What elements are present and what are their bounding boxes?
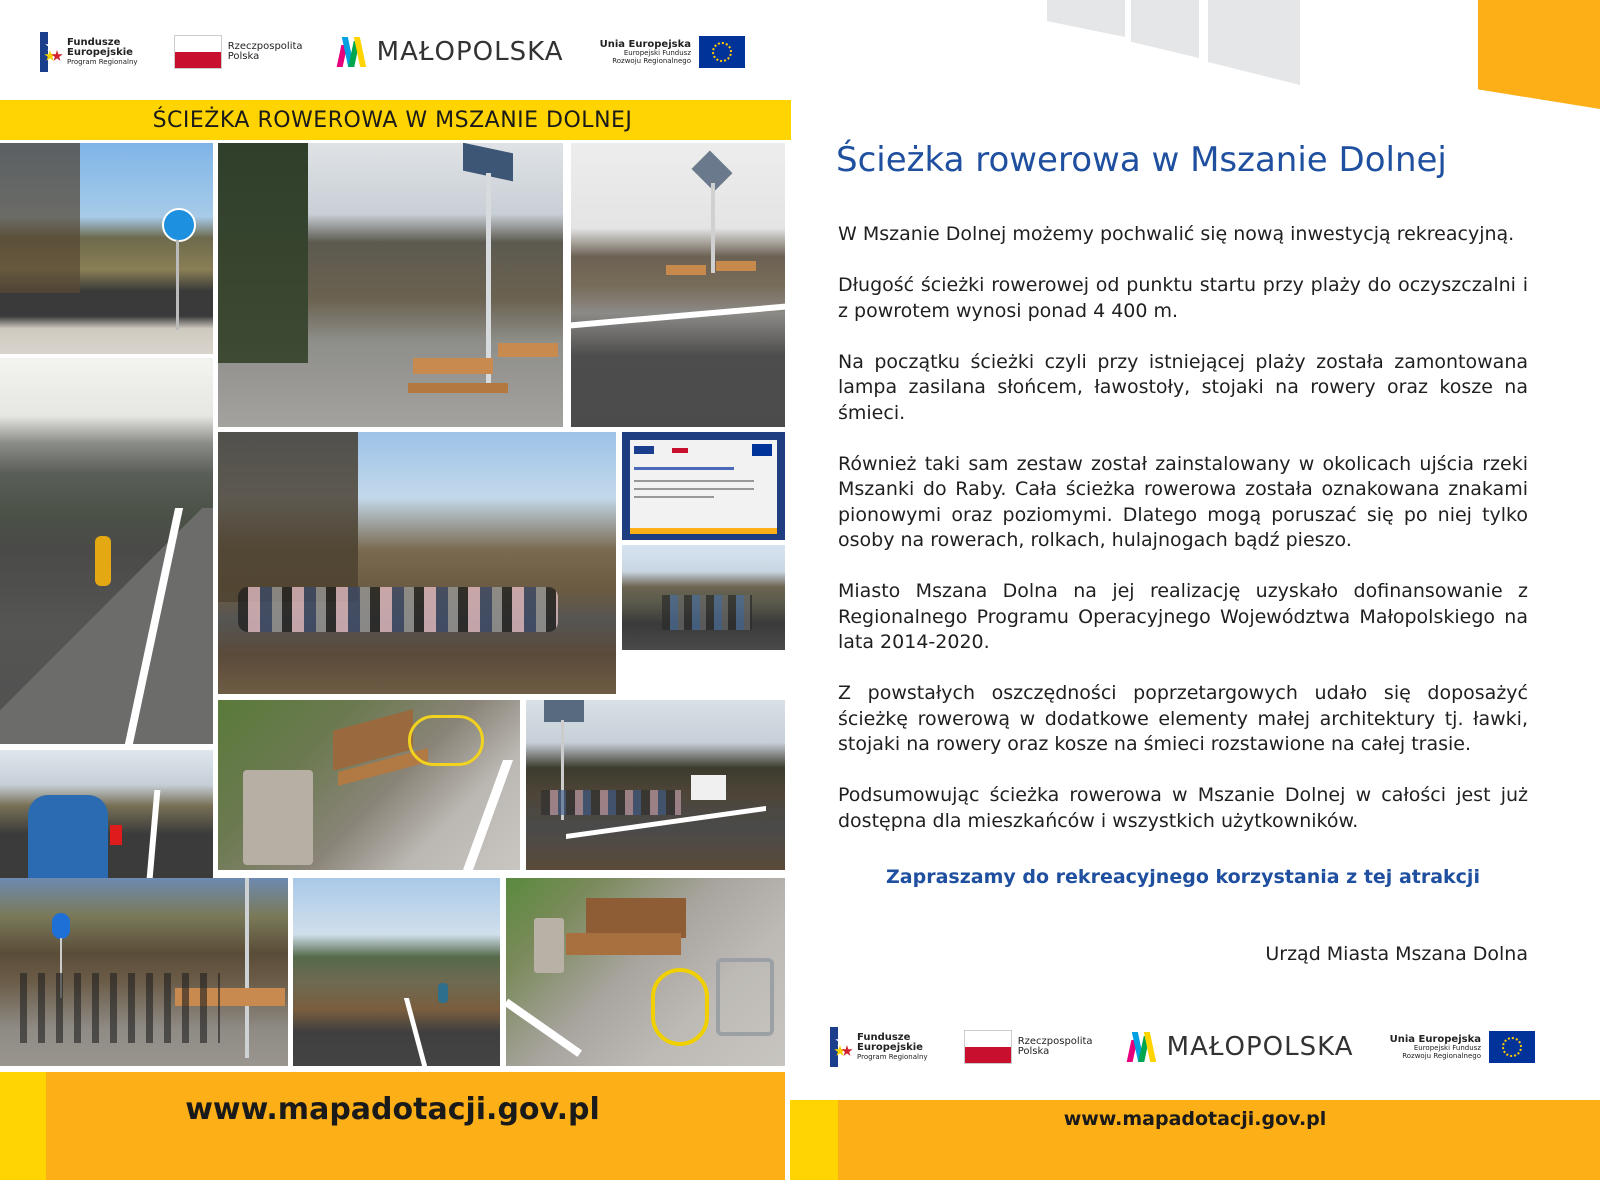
logo-text: Europejski Fundusz <box>623 48 691 57</box>
logo-text: Europejski Fundusz <box>1413 1043 1481 1052</box>
article-paragraph: Z powstałych oszczędności poprzetargowych udało się doposażyć ścieżkę rowerową w dodatkowe elementy małej architektury tj. ławki, stojaki na rowery oraz kosze na śmieci rozstawione na całej trasie. <box>838 682 1528 755</box>
article-paragraph: Miasto Mszana Dolna na jej realizację uzyskało dofinansowanie z Regionalnego Programu Operacyjnego Województwa Małopolskiego na lata 2014-2020. <box>838 580 1528 653</box>
logo-text: Fundusze <box>67 36 121 48</box>
bench <box>333 709 413 770</box>
rzeczpospolita-polska-logo <box>174 35 303 69</box>
malopolska-m-icon <box>1129 1032 1159 1062</box>
article-paragraph: Podsumowując ścieżka rowerowa w Mszanie Dolnej w całości jest już dostępna dla mieszkańców i wszystkich użytkowników. <box>838 784 1528 832</box>
logo-text: Polska <box>1017 1046 1050 1057</box>
photo-cyclists-group <box>218 432 616 694</box>
logos-bar-top-left <box>40 30 745 74</box>
left-title-bar <box>0 100 785 140</box>
photo-bike-sign <box>0 143 213 354</box>
logo-text: Unia Europejska <box>1389 1033 1481 1045</box>
eu-funds-star-icon <box>40 32 62 72</box>
photo-lamp-group-board <box>526 700 785 870</box>
polish-flag-icon <box>174 35 222 69</box>
photo-path-mountain <box>293 878 500 1066</box>
decorative-shape <box>1208 0 1300 85</box>
bench <box>586 898 686 938</box>
bike-sign-icon <box>162 208 196 242</box>
decorative-shape <box>1047 0 1125 37</box>
waste-bin <box>534 918 564 973</box>
left-footer-url[interactable]: www.mapadotacji.gov.pl <box>185 1092 600 1127</box>
yellow-strip <box>785 100 791 140</box>
left-footer <box>0 1072 785 1180</box>
unia-europejska-logo <box>1390 1031 1535 1063</box>
left-poster-title: ŚCIEŻKA ROWEROWA W MSZANIE DOLNEJ <box>152 107 633 133</box>
photo-solar-lamp-tables <box>218 143 563 427</box>
invitation-text: Zapraszamy do rekreacyjnego korzystania z tej atrakcji <box>886 866 1480 888</box>
solar-panel-icon <box>463 143 513 181</box>
photo-child-cyclist <box>0 750 213 890</box>
photo-bench-yellow-bike <box>506 878 785 1066</box>
eu-flag-icon <box>1489 1031 1535 1063</box>
decorative-shape-orange <box>1478 0 1600 109</box>
malopolska-m-icon <box>339 37 369 67</box>
logo-text: Rzeczpospolita <box>1017 1035 1093 1047</box>
logo-text: Europejskie <box>857 1042 923 1054</box>
fundusze-europejskie-logo <box>40 32 138 72</box>
photo-child-on-path <box>0 358 213 744</box>
photo-info-board <box>622 432 785 540</box>
rzeczpospolita-polska-logo <box>964 1030 1093 1064</box>
logos-bar-bottom-right <box>830 1025 1535 1069</box>
logo-text: Unia Europejska <box>599 38 691 50</box>
article-paragraph: Również taki sam zestaw został zainstalowany w okolicach ujścia rzeki Mszanki do Raby. Cała ścieżka rowerowa została oznakowana znakami pionowymi oraz poziomymi. Dlatego mogą poruszać się po niej tylko osoby na rowerach, rolkach, hulajnogach bądź pieszo. <box>838 452 1528 551</box>
decorative-shape <box>1131 0 1199 58</box>
logo-text: Rozwoju Regionalnego <box>1402 1051 1481 1060</box>
article-paragraph: Długość ścieżki rowerowej od punktu startu przy plaży do oczyszczalni i z powrotem wynosi ponad 4 400 m. <box>838 274 1528 322</box>
malopolska-logo <box>1129 1032 1354 1062</box>
logo-text: Polska <box>227 51 260 62</box>
logo-text: Program Regionalny <box>67 57 138 66</box>
right-footer-url[interactable]: www.mapadotacji.gov.pl <box>1063 1108 1327 1130</box>
article-body <box>838 222 1528 860</box>
logo-text: MAŁOPOLSKA <box>376 37 564 67</box>
logo-text: Fundusze <box>857 1031 911 1043</box>
article-paragraph: Na początku ścieżki czyli przy istniejącej plaży została zamontowana lampa zasilana słońcem, ławostoły, stojaki na rowery oraz kosze na śmieci. <box>838 350 1528 424</box>
photo-lamp-tables-curve <box>571 143 785 427</box>
unia-europejska-logo <box>600 36 745 68</box>
article-paragraph: W Mszanie Dolnej możemy pochwalić się nową inwestycją rekreacyjną. <box>838 223 1515 245</box>
logo-text: Rozwoju Regionalnego <box>612 56 691 65</box>
right-footer <box>790 1100 1600 1180</box>
solar-panel-icon <box>691 150 732 191</box>
signature: Urząd Miasta Mszana Dolna <box>1265 943 1528 965</box>
photo-people-path <box>622 545 785 650</box>
fundusze-europejskie-logo <box>830 1027 928 1067</box>
waste-bin <box>243 770 313 865</box>
logo-text: Europejskie <box>67 47 133 59</box>
right-poster-title: Ścieżka rowerowa w Mszanie Dolnej <box>836 140 1447 180</box>
eu-flag-icon <box>699 36 745 68</box>
logo-text: MAŁOPOLSKA <box>1166 1032 1354 1062</box>
solar-panel-icon <box>544 700 584 722</box>
logo-text: Rzeczpospolita <box>227 40 303 52</box>
polish-flag-icon <box>964 1030 1012 1064</box>
logo-text: Program Regionalny <box>857 1052 928 1061</box>
eu-funds-star-icon <box>830 1027 852 1067</box>
malopolska-logo <box>339 37 564 67</box>
bike-sign-icon <box>52 913 70 939</box>
photo-bike-rack-crowd <box>0 878 288 1066</box>
photo-bench-bin-bike <box>218 700 520 870</box>
